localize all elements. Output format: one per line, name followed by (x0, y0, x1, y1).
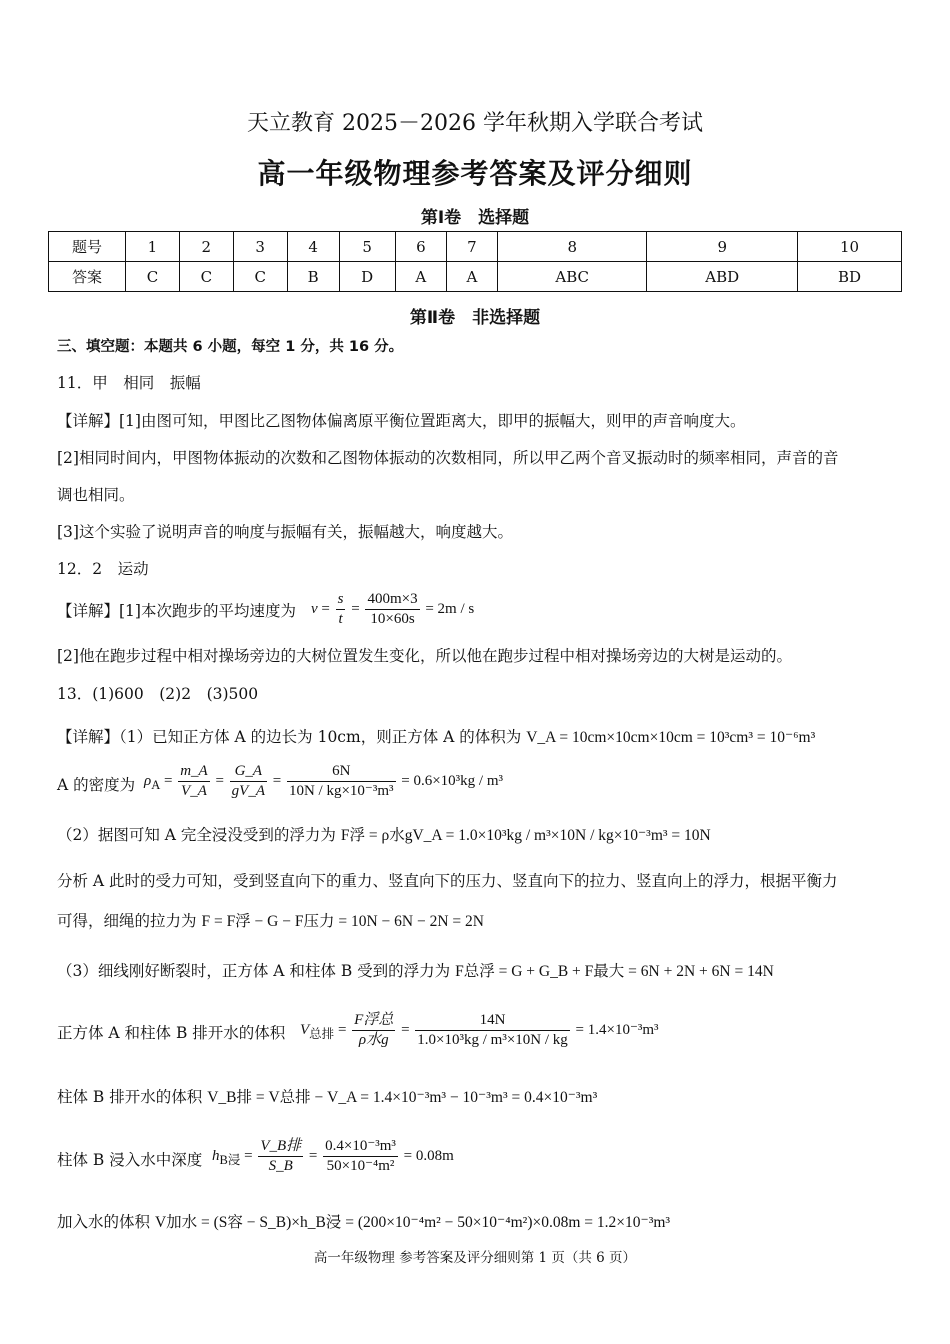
table-cell: 4 (287, 232, 339, 262)
table-cell: ABC (498, 262, 647, 292)
table-cell: 10 (798, 232, 902, 262)
q13-line-9 (57, 1150, 202, 1170)
table-cell: A (446, 262, 497, 292)
fraction: $\frac{G\_A}{gV\_A}$ (231, 763, 265, 799)
q13-line-8 (57, 1087, 597, 1108)
q13-b-volume-equation: V_B排 = V总排 − V_A = 1.4×10⁻³m³ − 10⁻³m³ = 0.4×10⁻³m³ (207, 1089, 598, 1106)
table-cell: C (179, 262, 233, 292)
table-cell: 8 (498, 232, 647, 262)
q13-total-buoyancy-equation: F总浮 = G + G_B + F最大 = 6N + 2N + 6N = 14N (455, 963, 774, 980)
q13-line-text: 可得，细绳的拉力为 (57, 912, 197, 930)
table-cell: D (339, 262, 395, 292)
page-footer: 高一年级物理 参考答案及评分细则第 1 页（共 6 页） (313, 1250, 637, 1266)
q13-line-7 (57, 1023, 285, 1043)
table-cell: 6 (395, 232, 446, 262)
q13-line-10 (57, 1212, 670, 1233)
q13-depth-formula: $h_{B浸}$ = $\frac{\text{V\_B排}}{S\_B}$ = $\frac{\text{0.4×10⁻³m³}}{\text{50×10⁻⁴m²}}$ = 0.08m (212, 1138, 454, 1174)
q13-added-water-equation: V加水 = (S容 − S_B)×h_B浸 = (200×10⁻⁴m² − 50×10⁻⁴m²)×0.08m = 1.2×10⁻³m³ (154, 1214, 671, 1231)
table-cell: B (287, 262, 339, 292)
exam-title: 天立教育 2025－2026 学年秋期入学联合考试 (247, 111, 703, 136)
q13-buoyancy-equation: F浮 = ρ水gV_A = 1.0×10³kg / m³×10N / kg×10⁻³m³ = 10N (340, 827, 711, 844)
answer-row (49, 262, 902, 292)
table-cell: 9 (647, 232, 798, 262)
answer-table (48, 231, 902, 292)
fraction: $\frac{s}{t}$ (337, 591, 344, 627)
section-2-heading: 第Ⅱ卷 非选择题 (409, 308, 541, 328)
table-cell: ABD (647, 262, 798, 292)
table-cell: A (395, 262, 446, 292)
fraction: $\frac{400m\times 3}{10\times 60s}$ (367, 591, 418, 627)
q13-answer: 13．(1)600 (2)2 (3)500 (57, 685, 259, 703)
q12-velocity-formula: v = $\frac{s}{t}$ = $\frac{400m\times 3}{10\times 60s}$ = 2m / s (311, 591, 475, 627)
fraction: $\frac{\text{V\_B排}}{S\_B}$ (260, 1138, 302, 1174)
fraction: $\frac{6N}{\text{10N / kg×10⁻³m³}}$ (288, 763, 394, 799)
row-label: 题号 (49, 232, 126, 262)
table-cell: 2 (179, 232, 233, 262)
q12-detail-1 (57, 601, 296, 621)
formula-variable: v (311, 600, 318, 617)
q13-line-text: 柱体 B 排开水的体积 (57, 1088, 203, 1106)
formula-result: = 0.6×10³kg / m³ (401, 772, 504, 789)
document-title: 高一年级物理参考答案及评分细则 (257, 157, 693, 190)
table-cell: C (126, 262, 180, 292)
q13-line-text: 正方体 A 和柱体 B 排开水的体积 (57, 1024, 286, 1042)
q11-detail-2: [2]相同时间内，甲图物体振动的次数和乙图物体振动的次数相同，所以甲乙两个音叉振动时的频率相同，声音的音 (57, 449, 839, 467)
q13-line-text: 柱体 B 浸入水中深度 (57, 1151, 203, 1169)
fraction: $\frac{\text{F浮总}}{\text{ρ水g}}$ (354, 1012, 394, 1048)
q13-line-text: 【详解】（1）已知正方体 A 的边长为 10cm，则正方体 A 的体积为 (57, 728, 522, 746)
table-cell: BD (798, 262, 902, 292)
fraction: $\frac{14N}{\text{1.0×10³kg / m³×10N / kg}}$ (417, 1012, 568, 1048)
q11-answer: 11．甲 相同 振幅 (57, 374, 201, 392)
q13-line-3 (57, 825, 711, 846)
q13-line-6 (57, 961, 774, 982)
q12-answer: 12．2 运动 (57, 560, 149, 578)
table-cell: 3 (233, 232, 287, 262)
fraction: $\frac{m\_A}{V\_A}$ (180, 763, 208, 799)
question-number-row (49, 232, 902, 262)
q13-volume-equation: V_A = 10cm×10cm×10cm = 10³cm³ = 10⁻⁶m³ (526, 729, 816, 746)
section-1-heading: 第Ⅰ卷 选择题 (420, 208, 530, 228)
row-label: 答案 (49, 262, 126, 292)
q11-detail-2-cont: 调也相同。 (57, 486, 135, 504)
formula-result: = 1.4×10⁻³m³ (575, 1021, 659, 1038)
table-cell: 5 (339, 232, 395, 262)
q11-detail-3: [3]这个实验了说明声音的响度与振幅有关，振幅越大，响度越大。 (57, 523, 513, 541)
q12-detail-2: [2]他在跑步过程中相对操场旁边的大树位置发生变化，所以他在跑步过程中相对操场旁边的大树是运动的。 (57, 647, 792, 665)
q13-tension-equation: F = F浮 − G − F压力 = 10N − 6N − 2N = 2N (201, 913, 484, 930)
table-cell: 7 (446, 232, 497, 262)
q13-line-5 (57, 911, 484, 932)
q13-line-4: 分析 A 此时的受力可知，受到竖直向下的重力、竖直向下的压力、竖直向下的拉力、竖直向上的浮力，根据平衡力 (57, 872, 838, 890)
table-cell: 1 (126, 232, 180, 262)
q13-line-text: （3）细线刚好断裂时，正方体 A 和柱体 B 受到的浮力为 (57, 962, 451, 980)
q13-line-text: 加入水的体积 (57, 1213, 151, 1231)
q13-displaced-volume-formula: $V_{总排}$ = $\frac{\text{F浮总}}{\text{ρ水g}}$ = $\frac{14N}{\text{1.0×10³kg / m³×10N / kg}}$ = 1.4×10⁻³m³ (300, 1012, 659, 1048)
q13-line-2 (57, 775, 135, 795)
q13-line-text: A 的密度为 (57, 776, 136, 794)
formula-result: = 0.08m (403, 1147, 454, 1164)
q13-line-text: （2）据图可知 A 完全浸没受到的浮力为 (57, 826, 336, 844)
q12-detail-text: 【详解】[1]本次跑步的平均速度为 (57, 602, 296, 620)
fraction: $\frac{\text{0.4×10⁻³m³}}{\text{50×10⁻⁴m²}}$ (325, 1138, 396, 1174)
q13-density-formula: $\rho_A$ = $\frac{m\_A}{V\_A}$ = $\frac{G\_A}{gV\_A}$ = $\frac{6N}{\text{10N / kg×10⁻³m³}}$ = 0.6×10³kg / m³ (144, 763, 504, 799)
table-cell: C (233, 262, 287, 292)
part-3-heading: 三、填空题：本题共 6 小题，每空 1 分，共 16 分。 (57, 339, 404, 355)
q11-detail-1: 【详解】[1]由图可知，甲图比乙图物体偏离原平衡位置距离大，即甲的振幅大，则甲的声音响度大。 (57, 412, 746, 430)
formula-result: = 2m / s (425, 600, 475, 617)
q13-line-1 (57, 727, 815, 748)
